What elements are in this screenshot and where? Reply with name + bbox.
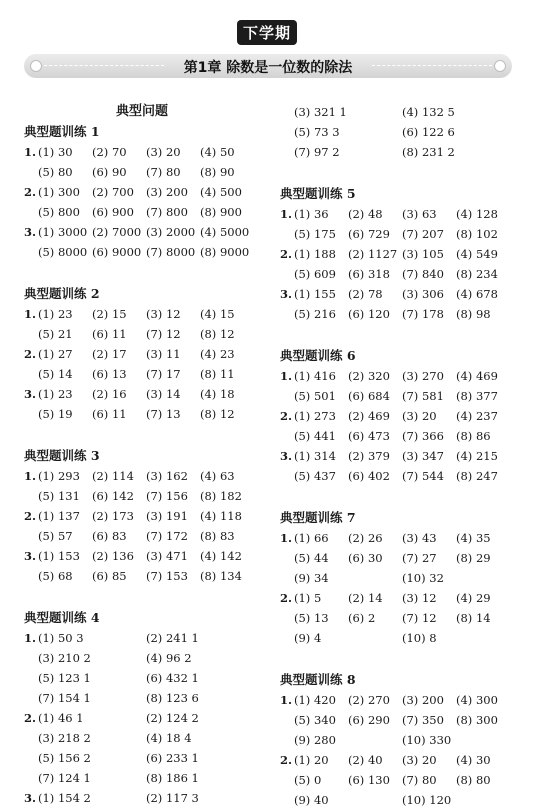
answer-cell: (8) 186 1	[146, 771, 199, 785]
answer-cell: (1) 153	[38, 549, 80, 563]
answer-cell: (1) 154 2	[38, 791, 91, 805]
answer-row	[24, 242, 260, 262]
answer-row	[280, 366, 520, 386]
problem-number: 1.	[24, 469, 37, 483]
answer-cell: (2) 469	[348, 409, 390, 423]
answer-row	[280, 244, 520, 264]
answer-cell: (6) 130	[348, 773, 390, 787]
answer-row	[280, 264, 520, 284]
answer-cell: (1) 293	[38, 469, 80, 483]
answer-cell: (6) 11	[92, 327, 127, 341]
answer-cell: (3) 20	[146, 145, 181, 159]
answer-row	[280, 528, 520, 548]
answer-row	[24, 364, 260, 384]
answer-cell: (7) 13	[146, 407, 181, 421]
answer-cell: (8) 11	[200, 367, 235, 381]
answer-cell: (7) 544	[402, 469, 444, 483]
problem-number: 1.	[280, 693, 293, 707]
answer-row	[280, 710, 520, 730]
answer-cell: (7) 8000	[146, 245, 196, 259]
problem-number: 3.	[24, 225, 37, 239]
problem-number: 3.	[24, 549, 37, 563]
answer-cell: (8) 29	[456, 551, 491, 565]
answer-row	[280, 608, 520, 628]
answer-cell: (4) 18 4	[146, 731, 192, 745]
answer-cell: (3) 2000	[146, 225, 196, 239]
answer-cell: (6) 473	[348, 429, 390, 443]
main-title: 典型问题	[115, 104, 168, 119]
right-column	[280, 102, 520, 810]
answer-cell: (4) 29	[456, 591, 491, 605]
answer-cell: (6) 900	[92, 205, 134, 219]
answer-cell: (5) 131	[38, 489, 80, 503]
answer-cell: (5) 441	[294, 429, 336, 443]
answer-cell: (1) 23	[38, 307, 73, 321]
problem-number: 2.	[280, 247, 293, 261]
answer-cell: (7) 124 1	[38, 771, 91, 785]
answer-cell: (3) 471	[146, 549, 188, 563]
answer-cell: (2) 70	[92, 145, 127, 159]
problem-number: 1.	[24, 307, 37, 321]
section-title: 典型题训练 7	[280, 510, 356, 525]
answer-cell: (4) 18	[200, 387, 235, 401]
answer-cell: (7) 156	[146, 489, 188, 503]
section-gap	[24, 586, 260, 608]
section-title: 典型题训练 3	[24, 448, 100, 463]
answer-cell: (3) 14	[146, 387, 181, 401]
problem-number: 2.	[24, 711, 37, 725]
answer-cell: (4) 215	[456, 449, 498, 463]
section-title: 典型题训练 8	[280, 672, 356, 687]
section-gap	[24, 262, 260, 284]
answer-cell: (5) 44	[294, 551, 329, 565]
chapter-banner	[24, 54, 512, 78]
chapter-title: 第1章 除数是一位数的除法	[183, 60, 353, 76]
answer-cell: (8) 83	[200, 529, 235, 543]
answer-cell: (4) 678	[456, 287, 498, 301]
answer-row	[24, 182, 260, 202]
answer-cell: (1) 3000	[38, 225, 88, 239]
answer-cell: (1) 420	[294, 693, 336, 707]
answer-cell: (1) 416	[294, 369, 336, 383]
answer-row	[24, 728, 260, 748]
answer-row	[24, 506, 260, 526]
answer-row	[280, 304, 520, 324]
answer-cell: (4) 500	[200, 185, 242, 199]
answer-cell: (1) 46 1	[38, 711, 84, 725]
answer-cell: (4) 469	[456, 369, 498, 383]
answer-cell: (2) 270	[348, 693, 390, 707]
answer-row	[24, 688, 260, 708]
answer-cell: (2) 700	[92, 185, 134, 199]
answer-cell: (2) 114	[92, 469, 134, 483]
answer-cell: (1) 20	[294, 753, 329, 767]
answer-cell: (3) 270	[402, 369, 444, 383]
answer-row	[24, 486, 260, 506]
answer-cell: (2) 26	[348, 531, 383, 545]
answer-row	[24, 748, 260, 768]
section-title: 典型题训练 6	[280, 348, 356, 363]
answer-cell: (6) 290	[348, 713, 390, 727]
answer-cell: (4) 142	[200, 549, 242, 563]
answer-cell: (7) 12	[402, 611, 437, 625]
answer-row	[24, 162, 260, 182]
answer-cell: (7) 581	[402, 389, 444, 403]
answer-cell: (8) 182	[200, 489, 242, 503]
answer-row	[24, 628, 260, 648]
answer-cell: (6) 90	[92, 165, 127, 179]
semester-tag-label: 下学期	[237, 20, 297, 45]
answer-row	[280, 750, 520, 770]
answer-cell: (2) 78	[348, 287, 383, 301]
answer-row	[24, 566, 260, 586]
answer-cell: (6) 729	[348, 227, 390, 241]
answer-cell: (7) 366	[402, 429, 444, 443]
answer-cell: (8) 12	[200, 327, 235, 341]
answer-cell: (4) 128	[456, 207, 498, 221]
semester-tag	[0, 20, 534, 45]
answer-cell: (5) 80	[38, 165, 73, 179]
answer-cell: (2) 17	[92, 347, 127, 361]
answer-cell: (8) 14	[456, 611, 491, 625]
answer-cell: (6) 318	[348, 267, 390, 281]
answer-cell: (1) 66	[294, 531, 329, 545]
answer-row	[280, 446, 520, 466]
answer-cell: (3) 43	[402, 531, 437, 545]
answer-cell: (2) 117 3	[146, 791, 199, 805]
answer-cell: (8) 86	[456, 429, 491, 443]
answer-row	[24, 708, 260, 728]
answer-row	[24, 344, 260, 364]
answer-cell: (2) 320	[348, 369, 390, 383]
problem-number: 2.	[280, 409, 293, 423]
answer-cell: (6) 30	[348, 551, 383, 565]
answer-cell: (3) 218 2	[38, 731, 91, 745]
section-gap	[280, 486, 520, 508]
answer-cell: (7) 80	[402, 773, 437, 787]
continuation-row	[280, 102, 520, 122]
answer-row	[24, 304, 260, 324]
section-title: 典型题训练 5	[280, 186, 356, 201]
answer-row	[280, 568, 520, 588]
answer-cell: (7) 800	[146, 205, 188, 219]
answer-cell: (8) 247	[456, 469, 498, 483]
answer-cell: (7) 207	[402, 227, 444, 241]
answer-cell: (6) 142	[92, 489, 134, 503]
answer-cell: (4) 118	[200, 509, 242, 523]
answer-cell: (3) 200	[402, 693, 444, 707]
answer-cell: (1) 155	[294, 287, 336, 301]
answer-cell: (2) 7000	[92, 225, 142, 239]
problem-number: 1.	[280, 207, 293, 221]
answer-cell: (7) 97 2	[294, 145, 340, 159]
problem-number: 1.	[24, 631, 37, 645]
answer-cell: (3) 347	[402, 449, 444, 463]
answer-row	[280, 406, 520, 426]
problem-number: 3.	[24, 791, 37, 805]
answer-row	[24, 202, 260, 222]
answer-cell: (3) 105	[402, 247, 444, 261]
answer-cell: (6) 120	[348, 307, 390, 321]
answer-cell: (8) 80	[456, 773, 491, 787]
problem-number: 1.	[24, 145, 37, 159]
answer-cell: (6) 2	[348, 611, 376, 625]
answer-row	[280, 284, 520, 304]
answer-cell: (7) 172	[146, 529, 188, 543]
answer-cell: (5) 123 1	[38, 671, 91, 685]
answer-cell: (1) 23	[38, 387, 73, 401]
answer-cell: (5) 19	[38, 407, 73, 421]
answer-cell: (6) 684	[348, 389, 390, 403]
answer-cell: (7) 350	[402, 713, 444, 727]
answer-cell: (7) 840	[402, 267, 444, 281]
answer-cell: (8) 98	[456, 307, 491, 321]
answer-cell: (5) 156 2	[38, 751, 91, 765]
answer-cell: (10) 120	[402, 793, 452, 807]
answer-cell: (3) 191	[146, 509, 188, 523]
problem-number: 2.	[24, 185, 37, 199]
answer-cell: (10) 8	[402, 631, 437, 645]
answer-row	[24, 668, 260, 688]
problem-number: 3.	[280, 287, 293, 301]
answer-cell: (4) 5000	[200, 225, 250, 239]
answer-cell: (3) 20	[402, 409, 437, 423]
answer-cell: (2) 1127	[348, 247, 398, 261]
section-gap	[280, 324, 520, 346]
answer-cell: (4) 237	[456, 409, 498, 423]
answer-cell: (5) 800	[38, 205, 80, 219]
answer-cell: (3) 63	[402, 207, 437, 221]
answer-cell: (8) 123 6	[146, 691, 199, 705]
answer-cell: (4) 23	[200, 347, 235, 361]
answer-cell: (4) 35	[456, 531, 491, 545]
answer-cell: (5) 8000	[38, 245, 88, 259]
answer-cell: (4) 300	[456, 693, 498, 707]
answer-cell: (2) 16	[92, 387, 127, 401]
answer-cell: (4) 549	[456, 247, 498, 261]
answer-cell: (3) 200	[146, 185, 188, 199]
answer-cell: (5) 14	[38, 367, 73, 381]
answer-cell: (7) 154 1	[38, 691, 91, 705]
answer-cell: (5) 501	[294, 389, 336, 403]
answer-cell: (4) 50	[200, 145, 235, 159]
answer-cell: (4) 15	[200, 307, 235, 321]
answer-row	[280, 548, 520, 568]
answer-cell: (7) 17	[146, 367, 181, 381]
answer-cell: (1) 36	[294, 207, 329, 221]
answer-cell: (2) 379	[348, 449, 390, 463]
answer-cell: (7) 178	[402, 307, 444, 321]
problem-number: 2.	[24, 509, 37, 523]
answer-cell: (7) 80	[146, 165, 181, 179]
answer-cell: (1) 5	[294, 591, 322, 605]
section-gap	[24, 424, 260, 446]
answer-cell: (3) 12	[146, 307, 181, 321]
section-gap	[280, 648, 520, 670]
section-title: 典型题训练 1	[24, 124, 100, 139]
answer-cell: (5) 68	[38, 569, 73, 583]
answer-row	[280, 466, 520, 486]
answer-row	[280, 588, 520, 608]
answer-row	[24, 466, 260, 486]
problem-number: 2.	[280, 591, 293, 605]
answer-cell: (1) 50 3	[38, 631, 84, 645]
answer-row	[24, 384, 260, 404]
answer-cell: (3) 12	[402, 591, 437, 605]
answer-cell: (8) 90	[200, 165, 235, 179]
answer-cell: (4) 63	[200, 469, 235, 483]
answer-cell: (4) 132 5	[402, 105, 455, 119]
answer-row	[280, 770, 520, 790]
answer-cell: (3) 20	[402, 753, 437, 767]
answer-row	[280, 790, 520, 810]
problem-number: 2.	[24, 347, 37, 361]
answer-cell: (4) 30	[456, 753, 491, 767]
left-column	[24, 102, 260, 808]
problem-number: 3.	[24, 387, 37, 401]
answer-row	[280, 628, 520, 648]
answer-row	[280, 426, 520, 446]
section-title: 典型题训练 2	[24, 286, 100, 301]
answer-cell: (6) 122 6	[402, 125, 455, 139]
answer-cell: (9) 280	[294, 733, 336, 747]
answer-cell: (1) 188	[294, 247, 336, 261]
answer-cell: (8) 300	[456, 713, 498, 727]
answer-cell: (2) 124 2	[146, 711, 199, 725]
answer-cell: (1) 273	[294, 409, 336, 423]
answer-row	[280, 386, 520, 406]
answer-cell: (8) 231 2	[402, 145, 455, 159]
answer-cell: (5) 21	[38, 327, 73, 341]
answer-cell: (9) 34	[294, 571, 329, 585]
continuation-row	[280, 122, 520, 142]
answer-cell: (6) 11	[92, 407, 127, 421]
problem-number: 3.	[280, 449, 293, 463]
answer-cell: (9) 4	[294, 631, 322, 645]
answer-row	[24, 768, 260, 788]
answer-cell: (5) 609	[294, 267, 336, 281]
problem-number: 1.	[280, 531, 293, 545]
problem-number: 1.	[280, 369, 293, 383]
problem-number: 2.	[280, 753, 293, 767]
answer-cell: (6) 85	[92, 569, 127, 583]
answer-cell: (1) 30	[38, 145, 73, 159]
answer-cell: (6) 83	[92, 529, 127, 543]
answer-cell: (7) 153	[146, 569, 188, 583]
answer-cell: (8) 377	[456, 389, 498, 403]
answer-cell: (5) 13	[294, 611, 329, 625]
answer-cell: (8) 9000	[200, 245, 250, 259]
answer-cell: (1) 137	[38, 509, 80, 523]
answer-cell: (3) 321 1	[294, 105, 347, 119]
answer-cell: (2) 40	[348, 753, 383, 767]
section-title: 典型题训练 4	[24, 610, 100, 625]
answer-cell: (5) 175	[294, 227, 336, 241]
answer-row	[280, 730, 520, 750]
answer-row	[24, 222, 260, 242]
answer-cell: (8) 134	[200, 569, 242, 583]
answer-cell: (2) 173	[92, 509, 134, 523]
answer-cell: (8) 234	[456, 267, 498, 281]
answer-cell: (7) 12	[146, 327, 181, 341]
answer-cell: (9) 40	[294, 793, 329, 807]
answer-row	[24, 788, 260, 808]
answer-row	[24, 546, 260, 566]
answer-cell: (4) 96 2	[146, 651, 192, 665]
continuation-row	[280, 142, 520, 162]
answer-cell: (3) 162	[146, 469, 188, 483]
answer-row	[24, 142, 260, 162]
answer-row	[280, 204, 520, 224]
answer-row	[24, 648, 260, 668]
answer-cell: (3) 306	[402, 287, 444, 301]
answer-cell: (6) 233 1	[146, 751, 199, 765]
section-gap	[280, 162, 520, 184]
answer-cell: (6) 432 1	[146, 671, 199, 685]
answer-cell: (8) 12	[200, 407, 235, 421]
answer-cell: (8) 102	[456, 227, 498, 241]
answer-cell: (2) 15	[92, 307, 127, 321]
answer-cell: (2) 136	[92, 549, 134, 563]
answer-cell: (2) 48	[348, 207, 383, 221]
answer-cell: (5) 0	[294, 773, 322, 787]
answer-cell: (8) 900	[200, 205, 242, 219]
answer-cell: (1) 300	[38, 185, 80, 199]
answer-row	[280, 224, 520, 244]
answer-cell: (5) 437	[294, 469, 336, 483]
answer-cell: (5) 73 3	[294, 125, 340, 139]
answer-row	[24, 526, 260, 546]
answer-cell: (6) 402	[348, 469, 390, 483]
answer-cell: (10) 32	[402, 571, 444, 585]
answer-cell: (1) 314	[294, 449, 336, 463]
answer-cell: (2) 14	[348, 591, 383, 605]
answer-row	[280, 690, 520, 710]
answer-row	[24, 324, 260, 344]
answer-cell: (6) 13	[92, 367, 127, 381]
answer-cell: (7) 27	[402, 551, 437, 565]
answer-cell: (3) 11	[146, 347, 181, 361]
answer-cell: (5) 216	[294, 307, 336, 321]
answer-cell: (5) 57	[38, 529, 73, 543]
answer-cell: (6) 9000	[92, 245, 142, 259]
answer-cell: (3) 210 2	[38, 651, 91, 665]
answer-cell: (10) 330	[402, 733, 452, 747]
answer-cell: (1) 27	[38, 347, 73, 361]
answer-cell: (2) 241 1	[146, 631, 199, 645]
answer-row	[24, 404, 260, 424]
answer-cell: (5) 340	[294, 713, 336, 727]
